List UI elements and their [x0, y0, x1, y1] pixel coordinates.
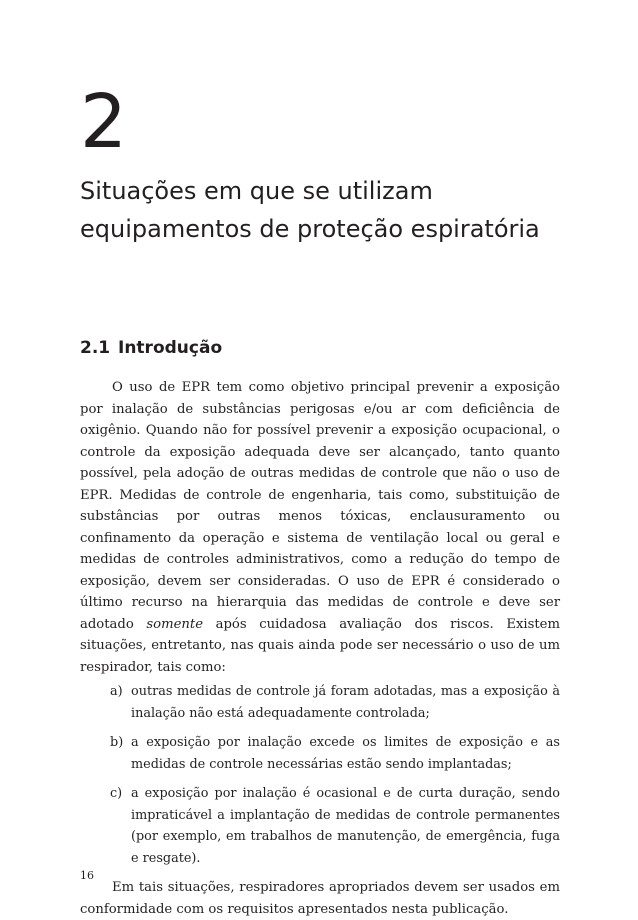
list-item [80, 732, 560, 775]
paragraph-closing: Em tais situações, respiradores apropriados devem ser usados em conformidade com os requisitos apresentados nesta publicação. [80, 880, 560, 917]
list-item-text: outras medidas de controle já foram adotadas, mas a exposição à inalação não está adequadamente controlada; [131, 684, 560, 721]
body-text [80, 377, 560, 920]
page-number: 16 [80, 869, 94, 882]
paragraph-intro-part1: O uso de EPR tem como objetivo principal prevenir a exposição por inalação de substâncias perigosas e/ou ar com deficiência de oxigênio. Quando não for possível prevenir a exposição ocupacional, o controle da exposição adequada deve ser alcançado, tanto quanto possível, pela adoção de outras medidas de controle que não o uso de EPR. Medidas de controle de engenharia, tais como, substituição de substâncias por outras menos tóxicas, enclausuramento ou confinamento da operação e sistema de ventilação local ou geral e medidas de controles administrativos, como a redução do tempo de exposição, devem ser consideradas. O uso de EPR é considerado o último recurso na hierarquia das medidas de controle e deve ser adotado [80, 380, 560, 632]
section-heading [80, 336, 222, 360]
list-marker: a) [110, 684, 123, 699]
section-number: 2.1 [80, 338, 111, 358]
chapter-number: 2 [80, 79, 128, 165]
paragraph-intro [80, 377, 560, 678]
list-item-text: a exposição por inalação excede os limites de exposição e as medidas de controle necessárias estão sendo implantadas; [131, 735, 560, 772]
emphasis-somente: somente [146, 616, 204, 632]
list-marker: c) [110, 786, 123, 801]
chapter-title: Situações em que se utilizam equipamentos de proteção espiratória [80, 177, 540, 243]
situations-list [80, 681, 560, 869]
section-title: Introdução [118, 338, 223, 358]
list-item-text: a exposição por inalação é ocasional e de curta duração, sendo impraticável a implantação de medidas de controle permanentes (por exemplo, em trabalhos de manutenção, de emergência, fuga e resgate). [131, 786, 560, 866]
list-marker: b) [110, 735, 124, 750]
list-item [80, 783, 560, 869]
paragraph-intro-part2: após cuidadosa avaliação dos riscos. Existem situações, entretanto, nas quais ainda pode ser necessário o uso de um respirador, tais como: [80, 616, 560, 675]
list-item [80, 681, 560, 724]
